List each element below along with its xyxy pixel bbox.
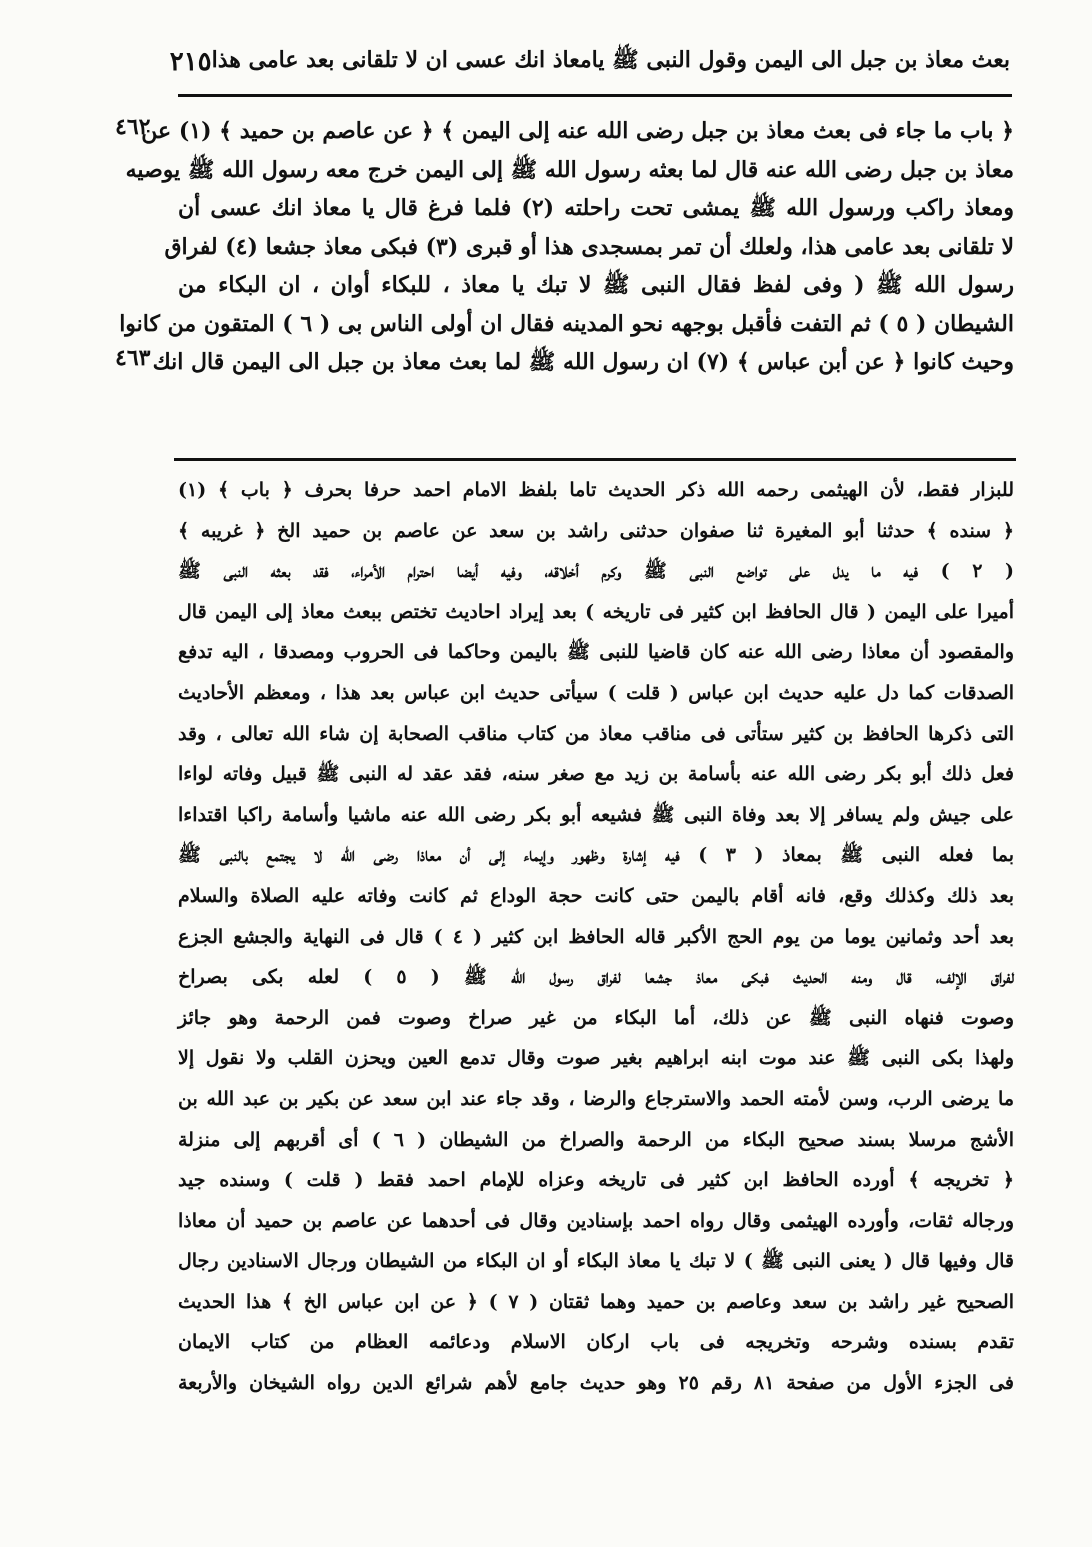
note-line: وصوت فنهاه النبى ﷺ عن ذلك، أما البكاء من غير صراخ وصوت فمن الرحمة وهو جائز xyxy=(178,1006,1014,1029)
note-line: ما يرضى الرب، وسن لأمته الحمد والاسترجاع والرضا ، وقد جاء عند ابن سعد عن بكير بن عبد الله بن xyxy=(178,1087,1014,1110)
note-line: ( ٢ ) فيه ما يدل على تواضع النبى ﷺ وكرم أخلاقه، وفيه أيضا احترام الأمراء، فقد بعثه النبى ﷺ xyxy=(178,560,1015,583)
header-rule xyxy=(178,94,1012,97)
note-line: الصحيح غير راشد بن سعد وعاصم بن حميد وهما ثقتان ( ٧ ) ﴿ عن ابن عباس الخ ﴾ هذا الحديث xyxy=(178,1290,1014,1313)
main-line: رسول الله ﷺ ( وفى لفظ فقال النبى ﷺ لا تبك يا معاذ ، للبكاء أوان ، ان البكاء من xyxy=(178,272,1014,298)
margin-number-462: ٤٦٢ xyxy=(115,114,151,140)
main-line: الشيطان ( ٥ ) ثم التفت فأقبل بوجهه نحو المدينه فقال ان أولى الناس بى ( ٦ ) المتقون من كانوا xyxy=(119,310,1014,337)
note-line: تقدم بسنده وشرحه وتخريجه فى باب اركان الاسلام ودعائمه العظام من كتاب الايمان xyxy=(178,1331,1014,1354)
main-line: معاذ بن جبل رضى الله عنه قال لما بعثه رسول الله ﷺ إلى اليمن خرج معه رسول الله ﷺ يوصيه xyxy=(125,156,1014,183)
note-line: أميرا على اليمن ( قال الحافظ ابن كثير فى تاريخه ) بعد إيراد احاديث تختص ببعث معاذ إلى اليمن قال xyxy=(178,600,1014,623)
margin-number-463: ٤٦٣ xyxy=(115,345,151,371)
running-header xyxy=(169,40,1010,84)
note-line: بما فعله النبى ﷺ بمعاذ ( ٣ ) فيه إشارة وظهور وإيماء إلى أن معاذا رضى الله لا يجتمع بالنبى ﷺ xyxy=(178,844,1015,867)
main-line: ﴿ باب ما جاء فى بعث معاذ بن جبل رضى الله عنه إلى اليمن ﴾ ﴿ عن عاصم بن حميد ﴾ (١) عن xyxy=(141,118,1014,144)
note-line: ولهذا بكى النبى ﷺ عند موت ابنه ابراهيم بغير صوت وقال تدمع العين ويحزن القلب ولا نقول إلا xyxy=(178,1047,1014,1070)
main-line: لا تلقانى بعد عامى هذا، ولعلك أن تمر بمسجدى هذا أو قبرى (٣) فبكى معاذ جشعا (٤) لفراق xyxy=(164,233,1014,260)
note-line: ﴿ سنده ﴾ حدثنا أبو المغيرة ثنا صفوان حدثنى راشد بن سعد عن عاصم بن حميد الخ ﴿ غريبه ﴾ xyxy=(178,519,1014,542)
note-line: الأشج مرسلا بسند صحيح البكاء من الرحمة والصراخ من الشيطان ( ٦ ) أى أقربهم إلى منزلة xyxy=(178,1128,1014,1151)
note-line: الصدقات كما دل عليه حديث ابن عباس ( قلت ) سيأتى حديث ابن عباس بعد هذا ، ومعظم الأحاديث xyxy=(178,681,1014,704)
note-line: على جيش ولم يسافر إلا بعد وفاة النبى ﷺ فشيعه أبو بكر رضى الله عنه ماشيا وأسامة راكبا اقتداءا xyxy=(178,803,1014,826)
note-line: للبزار فقط، لأن الهيثمى رحمه الله ذكر الحديث تاما بلفظ الامام احمد حرفا بحرف ﴿ باب ﴾ (١) xyxy=(178,479,1014,501)
note-line: لفراق الإلف، قال ومنه الحديث فبكى معاذ جشعا لفراق رسول الله ﷺ ( ٥ ) لعله بكى بصراخ xyxy=(178,966,1014,989)
main-line: وحيث كانوا ﴿ عن أبن عباس ﴾ (٧) ان رسول الله ﷺ لما بعث معاذ بن جبل الى اليمن قال انك xyxy=(152,349,1014,375)
note-line: ﴿ تخريجه ﴾ أورده الحافظ ابن كثير فى تاريخه وعزاه للإمام احمد فقط ( قلت ) وسنده جيد xyxy=(178,1169,1014,1192)
note-line: فعل ذلك أبو بكر رضى الله عنه بأسامة بن زيد مع صغر سنه، فقد عقد له النبى ﷺ قبيل وفاته لواءا xyxy=(178,763,1014,786)
note-line: بعد أحد وثمانين يوما من يوم الحج الأكبر قاله الحافظ ابن كثير ( ٤ ) قال فى النهاية والجشع الجزع xyxy=(178,925,1014,948)
note-line: ورجاله ثقات، وأورده الهيثمى وقال رواه احمد بإسنادين وقال فى أحدهما عن عاصم بن حميد أن معاذا xyxy=(178,1209,1014,1232)
note-line: بعد ذلك وكذلك وقع، فانه أقام باليمن حتى كانت حجة الوداع ثم كانت وفاته عليه الصلاة والسلام xyxy=(178,884,1014,907)
footnotes xyxy=(178,470,1014,1404)
page-number: ٢١٥ xyxy=(169,47,212,77)
header-title: بعث معاذ بن جبل الى اليمن وقول النبى ﷺ يامعاذ انك عسى ان لا تلقانى بعد عامى هذا xyxy=(211,47,1010,73)
note-line: قال وفيها قال ( يعنى النبى ﷺ ) لا تبك يا معاذ البكاء أو ان البكاء من الشيطان ورجال الاسنادين رجال xyxy=(178,1250,1014,1273)
note-line: والمقصود أن معاذا رضى الله عنه كان قاضيا للنبى ﷺ باليمن وحاكما فى الحروب ومصدقا ، اليه تدفع xyxy=(178,641,1014,664)
note-line: التى ذكرها الحافظ بن كثير ستأتى فى مناقب معاذ من كتاب مناقب الصحابة إن شاء الله تعالى ، وقد xyxy=(178,722,1014,745)
main-line: ومعاذ راكب ورسول الله ﷺ يمشى تحت راحلته (٢) فلما فرغ قال يا معاذ انك عسى أن xyxy=(178,195,1014,221)
note-line: فى الجزء الأول من صفحة ٨١ رقم ٢٥ وهو حديث جامع لأهم شرائع الدين رواه الشيخان والأربعة xyxy=(178,1372,1014,1395)
footnote-separator xyxy=(174,458,1016,461)
